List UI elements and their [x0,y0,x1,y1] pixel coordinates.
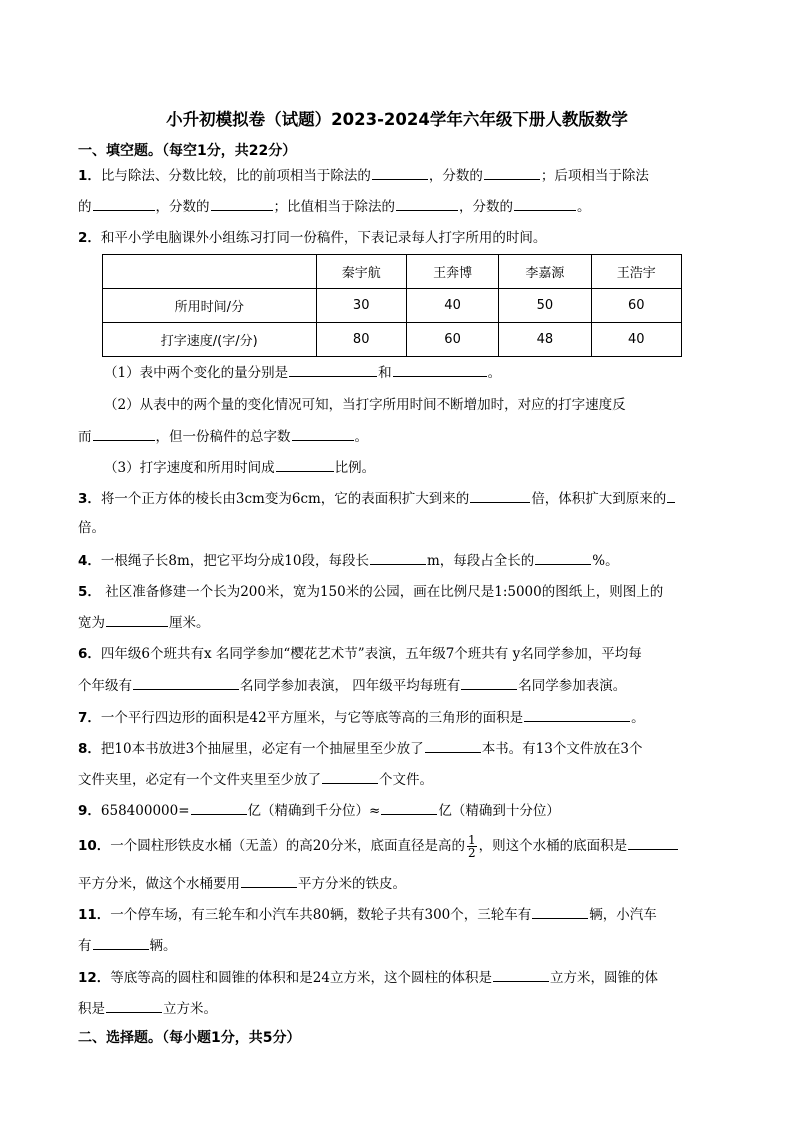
question-text: 一个圆柱形铁皮水桶（无盖）的高20分米，底面直径是高的 [110,838,465,854]
question-6-line-2 [78,675,626,696]
question-text: 四年级6个班共有x 名同学参加“樱花艺术节”表演，五年级7个班共有 y名同学参加，平均每 [100,646,642,662]
table-cell: 60 [591,289,681,323]
question-text: 立方米。 [163,1001,217,1017]
fraction-denominator: 2 [467,846,476,860]
question-text: 倍。 [78,520,105,536]
table-header-row [103,255,682,289]
question-2-sub-1 [104,362,501,383]
question-8-line-1 [78,738,642,759]
question-text: 亿（精确到千分位）≈ [247,803,381,819]
question-text: 个年级有 [78,678,132,694]
table-cell: 30 [316,289,406,323]
question-text: ，则这个水桶的底面积是 [478,838,628,854]
question-text: 比与除法、分数比较，比的前项相当于除法的 [100,168,371,184]
answer-blank[interactable] [211,196,273,211]
table-header-cell: 秦宇航 [316,255,406,289]
answer-blank[interactable] [191,800,247,815]
question-1-line-2 [78,196,591,217]
question-10-line-2 [78,873,406,894]
question-text: ，分数的 [155,199,210,215]
question-text: 亿（精确到十分位） [438,803,560,819]
question-number: 4． [78,553,101,569]
answer-blank[interactable] [470,488,530,503]
question-text: 和 [378,365,392,381]
question-number: 10． [78,838,111,854]
page-title: 小升初模拟卷（试题）2023-2024学年六年级下册人教版数学 [166,110,628,129]
question-text: 。 [631,710,645,726]
answer-blank[interactable] [393,362,487,377]
answer-blank[interactable] [322,769,378,784]
question-5-line-2 [78,612,210,633]
question-text: 。 [487,365,502,381]
table-row-label: 打字速度/(字/分) [103,323,317,357]
answer-blank[interactable] [93,196,155,211]
question-number: 9． [78,803,101,819]
question-text: 社区准备修建一个长为200米，宽为150米的公园，画在比例尺是1:5000的图纸上，则图上的 [100,584,664,600]
question-text: 名同学参加表演。 [518,678,627,694]
question-11-line-1 [78,904,657,925]
question-text: （3）打字速度和所用时间成 [104,460,275,476]
table-header-cell: 王浩宇 [591,255,681,289]
question-text: 宽为 [78,615,105,631]
answer-blank[interactable] [667,488,675,503]
answer-blank[interactable] [133,675,239,690]
question-text: 把10本书放进3个抽屉里，必定有一个抽屉里至少放了 [100,741,424,757]
answer-blank[interactable] [292,426,354,441]
question-number: 3． [78,491,101,507]
answer-blank[interactable] [106,612,168,627]
question-number: 11． [78,907,111,923]
question-text: ，分数的 [428,168,483,184]
question-text: 的 [78,199,92,215]
question-text: （1）表中两个变化的量分别是 [104,365,289,381]
answer-blank[interactable] [372,165,428,180]
question-text: 将一个正方体的棱长由3cm变为6cm，它的表面积扩大到来的 [100,491,470,507]
question-text: 平方分米，做这个水桶要用 [78,876,240,892]
question-text: %。 [592,553,619,569]
question-text: 立方米，圆锥的体 [549,970,658,986]
question-text: 一个停车场，有三轮车和小汽车共80辆，数轮子共有300个，三轮车有 [110,907,532,923]
answer-blank[interactable] [514,196,576,211]
question-text: 厘米。 [169,615,210,631]
answer-blank[interactable] [93,935,149,950]
question-text: 名同学参加表演， 四年级平均每班有 [240,678,461,694]
question-text: 一根绳子长8m，把它平均分成10段，每段长 [100,553,369,569]
answer-blank[interactable] [276,457,334,472]
table-cell: 40 [406,289,498,323]
question-6-line-1 [78,644,642,664]
question-7 [78,707,645,728]
question-2-intro [78,228,546,248]
question-text: 平方分米的铁皮。 [298,876,406,892]
table-header-cell: 王奔博 [406,255,498,289]
table-cell: 80 [316,323,406,357]
question-text: 。 [354,429,368,445]
section-heading-multiple-choice: 二、选择题。（每小题1分，共5分） [78,1030,301,1046]
answer-blank[interactable] [461,675,517,690]
question-text: 辆。 [149,938,177,954]
question-2-sub-3 [104,457,375,478]
question-2-sub-2-line-1 [104,395,626,415]
question-number: 2． [78,230,101,246]
answer-blank[interactable] [289,362,377,377]
fraction-numerator: 1 [467,833,476,847]
question-text: ；后项相当于除法 [540,168,649,184]
question-2-sub-2-line-2 [78,426,368,447]
answer-blank[interactable] [381,800,437,815]
fraction-one-half [467,834,477,859]
question-12-line-2 [78,998,217,1019]
question-11-line-2 [78,935,177,956]
question-3-line-1 [78,488,676,509]
question-8-line-2 [78,769,433,790]
question-number: 8． [78,741,101,757]
answer-blank[interactable] [396,196,458,211]
question-5-line-1 [78,582,663,602]
question-text: ；比值相当于除法的 [273,199,395,215]
question-12-line-1 [78,967,658,988]
question-9 [78,800,560,821]
table-row-label: 所用时间/分 [103,289,317,323]
question-text: 辆，小汽车 [589,907,657,923]
table-cell: 60 [406,323,498,357]
answer-blank[interactable] [425,738,481,753]
question-text: 而 [78,429,92,445]
question-text: m，每段占全长的 [426,553,535,569]
answer-blank[interactable] [535,550,591,565]
question-3-line-2 [78,518,105,538]
answer-blank[interactable] [241,873,297,888]
typing-data-table [102,254,682,357]
table-cell: 50 [499,289,591,323]
question-number: 12． [78,970,111,986]
question-text: 本书。有13个文件放在3个 [481,741,643,757]
question-text: ，分数的 [459,199,513,215]
answer-blank[interactable] [493,967,549,982]
question-text: 文件夹里，必定有一个文件夹里至少放了 [78,772,321,788]
question-text: 比例。 [334,460,376,476]
question-text: 一个平行四边形的面积是42平方厘米，与它等底等高的三角形的面积是 [100,710,524,726]
answer-blank[interactable] [106,998,162,1013]
question-1-line-1 [78,165,649,186]
question-10-line-1 [78,834,679,859]
answer-blank[interactable] [370,550,426,565]
table-header-cell: 李嘉源 [499,255,591,289]
table-row [103,289,682,323]
section-heading-fill-blank: 一、填空题。（每空1分，共22分） [78,143,297,159]
question-text: 有 [78,938,92,954]
table-cell: 48 [499,323,591,357]
question-text: 个文件。 [379,772,433,788]
answer-blank[interactable] [524,707,630,722]
answer-blank[interactable] [628,835,678,850]
answer-blank[interactable] [484,165,540,180]
question-text: 。 [577,199,591,215]
question-4 [78,550,619,571]
question-text: 等底等高的圆柱和圆锥的体积和是24立方米，这个圆柱的体积是 [110,970,492,986]
answer-blank[interactable] [93,426,155,441]
question-number: 7． [78,710,101,726]
answer-blank[interactable] [532,904,588,919]
table-row [103,323,682,357]
table-header-cell [103,255,317,289]
question-text: ，但一份稿件的总字数 [155,429,291,445]
question-number: 5． [78,584,101,600]
question-text: 658400000= [100,803,190,819]
question-text: 积是 [78,1001,105,1017]
question-number: 1． [78,168,101,184]
table-cell: 40 [591,323,681,357]
question-text: 倍，体积扩大到原来的 [531,491,667,507]
question-text: 和平小学电脑课外小组练习打同一份稿件，下表记录每人打字所用的时间。 [100,230,547,246]
question-number: 6． [78,646,101,662]
question-text: （2）从表中的两个量的变化情况可知，当打字所用时间不断增加时，对应的打字速度反 [104,397,626,413]
